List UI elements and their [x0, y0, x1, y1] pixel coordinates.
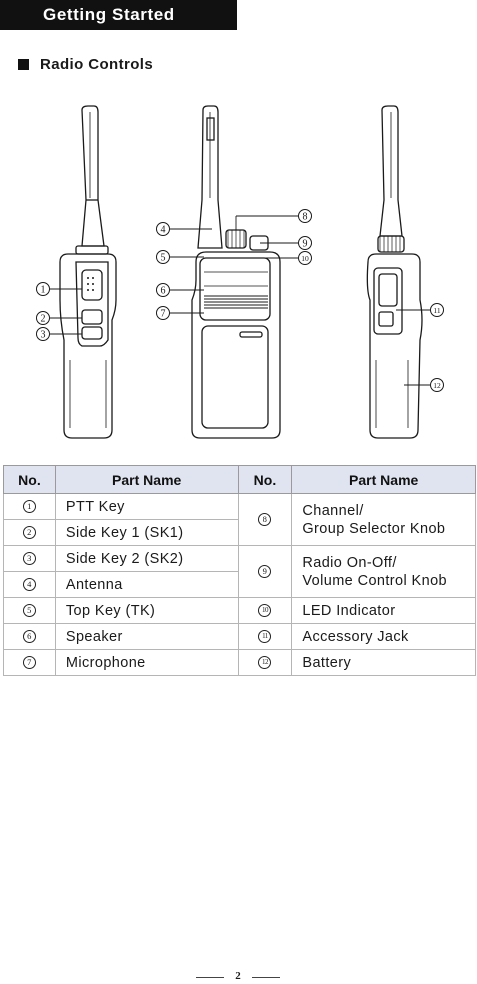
table-header-row: [4, 466, 476, 494]
parts-table: [3, 465, 476, 676]
part-name-cell: Side Key 1 (SK1): [55, 520, 238, 546]
part-name-cell: Channel/ Group Selector Knob: [292, 494, 476, 546]
footer-rule-right: [252, 977, 280, 978]
callout-9: [299, 237, 312, 250]
part-number-cell: 12: [238, 650, 292, 676]
table-row: [4, 598, 476, 624]
svg-text:2: 2: [40, 313, 46, 325]
part-number-cell: 8: [238, 494, 292, 546]
callout-6: [157, 284, 170, 297]
part-number-cell: 11: [238, 624, 292, 650]
part-number-cell: 10: [238, 598, 292, 624]
part-name-cell: PTT Key: [55, 494, 238, 520]
part-number-cell: 2: [4, 520, 56, 546]
svg-text:11: 11: [433, 306, 441, 315]
header-title: Getting Started: [43, 5, 175, 24]
part-name-cell: Speaker: [55, 624, 238, 650]
callout-11: [431, 304, 444, 317]
part-name-cell: Battery: [292, 650, 476, 676]
svg-text:10: 10: [301, 254, 309, 263]
page-number: 2: [235, 970, 241, 982]
col-header-no-left: No.: [4, 466, 56, 494]
table-row: [4, 624, 476, 650]
part-number-cell: 1: [4, 494, 56, 520]
part-number-cell: 5: [4, 598, 56, 624]
part-name-cell: Radio On-Off/ Volume Control Knob: [292, 546, 476, 598]
part-number-cell: 4: [4, 572, 56, 598]
table-row: [4, 546, 476, 572]
svg-text:1: 1: [40, 284, 46, 296]
callout-7: [157, 307, 170, 320]
callout-5: [157, 251, 170, 264]
svg-text:12: 12: [433, 381, 441, 390]
part-name-cell: Top Key (TK): [55, 598, 238, 624]
svg-text:8: 8: [302, 211, 308, 223]
callout-3: [37, 328, 50, 341]
radio-right-side-view: [367, 106, 422, 438]
section-title: Radio Controls: [40, 55, 154, 73]
part-name-cell: Accessory Jack: [292, 624, 476, 650]
part-number-cell: 9: [238, 546, 292, 598]
radio-front-view: [192, 106, 280, 438]
svg-text:7: 7: [160, 308, 166, 320]
col-header-part-name-right: Part Name: [292, 466, 476, 494]
section-header-band: [0, 0, 237, 30]
col-header-part-name-left: Part Name: [55, 466, 238, 494]
table-row: [4, 650, 476, 676]
callout-2: [37, 312, 50, 325]
radio-left-side-view: [60, 106, 116, 438]
callout-4: [157, 223, 170, 236]
radio-diagram: [0, 100, 477, 445]
callout-8: [299, 210, 312, 223]
callout-12: [431, 379, 444, 392]
svg-text:4: 4: [160, 224, 166, 236]
part-name-cell: Antenna: [55, 572, 238, 598]
part-number-cell: 6: [4, 624, 56, 650]
part-name-cell: Microphone: [55, 650, 238, 676]
page-footer: [0, 968, 477, 984]
footer-rule-left: [196, 977, 224, 978]
svg-text:9: 9: [302, 238, 308, 250]
part-name-cell: LED Indicator: [292, 598, 476, 624]
section-heading: [18, 54, 153, 74]
col-header-no-right: No.: [238, 466, 292, 494]
svg-text:5: 5: [160, 252, 166, 264]
part-name-cell: Side Key 2 (SK2): [55, 546, 238, 572]
bullet-square-icon: [18, 59, 29, 70]
callout-10: [299, 252, 312, 265]
part-number-cell: 7: [4, 650, 56, 676]
part-number-cell: 3: [4, 546, 56, 572]
svg-text:3: 3: [40, 329, 46, 341]
callout-1: [37, 283, 50, 296]
svg-text:6: 6: [160, 285, 166, 297]
table-row: [4, 494, 476, 520]
